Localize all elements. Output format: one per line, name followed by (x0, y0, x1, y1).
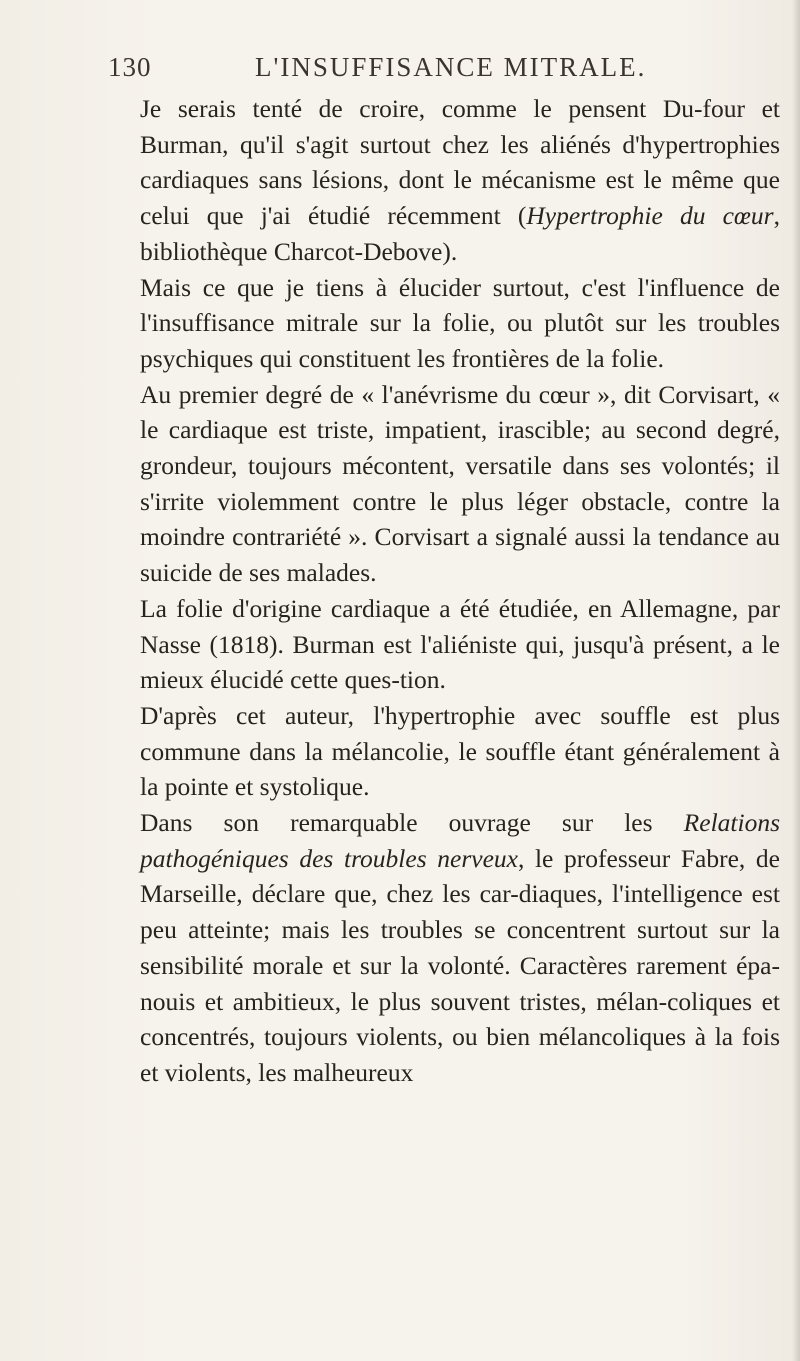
text-run: , le professeur Fabre, de Marseille, déclare que, chez les car-diaques, l'intelligence est peu atteinte; mais les troubles se concentrent surtout sur la sensibilité morale et sur la volonté. Caractères rarement épa-nouis et ambitieux, le plus souvent tristes, mélan-coliques et concentrés, toujours violents, ou bien mélancoliques à la fois et violents, les malheureux (140, 843, 780, 1087)
italic-title: Hypertrophie du cœur (526, 201, 774, 231)
text-run: La folie d'origine cardiaque a été étudiée, en Allemagne, par Nasse (1818). Burman est l'aliéniste qui, jusqu'à présent, a le mieux élucidé cette ques-tion. (140, 593, 780, 695)
text-run: Mais ce que je tiens à élucider surtout, c'est l'influence de l'insuffisance mitrale sur la folie, ou plutôt sur les troubles psychiques qui constituent les frontières de la folie. (140, 272, 780, 373)
paragraph (140, 377, 780, 591)
text-run: Au premier degré de « l'anévrisme du cœur », dit Corvisart, « le cardiaque est triste, impatient, irascible; au second degré, grondeur, toujours mécontent, versatile dans ses volontés; il s'irrite violemment contre le plus léger obstacle, contre la moindre contrariété ». Corvisart a signalé aussi la tendance au suicide de ses malades. (140, 379, 780, 588)
body-text (140, 91, 780, 1091)
paragraph (140, 270, 780, 377)
italic-title: Relations pathogéniques des troubles nerveux (140, 808, 780, 873)
page-edge-shadow (792, 0, 800, 1361)
running-title: L'INSUFFISANCE MITRALE. (255, 52, 647, 82)
paragraph (140, 91, 780, 270)
text-run: Dans son remarquable ouvrage sur les (140, 808, 684, 838)
text-run: , bibliothèque Charcot-Debove). (140, 201, 780, 266)
paragraph (140, 591, 780, 698)
page-number: 130 (108, 52, 152, 82)
paragraph (140, 698, 780, 805)
paragraph (140, 805, 780, 1091)
text-run: Je serais tenté de croire, comme le pensent Du-four et Burman, qu'il s'agit surtout chez les aliénés d'hypertrophies cardiaques sans lésions, dont le mécanisme est le même que celui que j'ai étudié récemment ( (140, 94, 780, 231)
page-header (108, 52, 770, 92)
text-run: D'après cet auteur, l'hypertrophie avec souffle est plus commune dans la mélancolie, le souffle étant généralement à la pointe et systolique. (140, 700, 780, 802)
